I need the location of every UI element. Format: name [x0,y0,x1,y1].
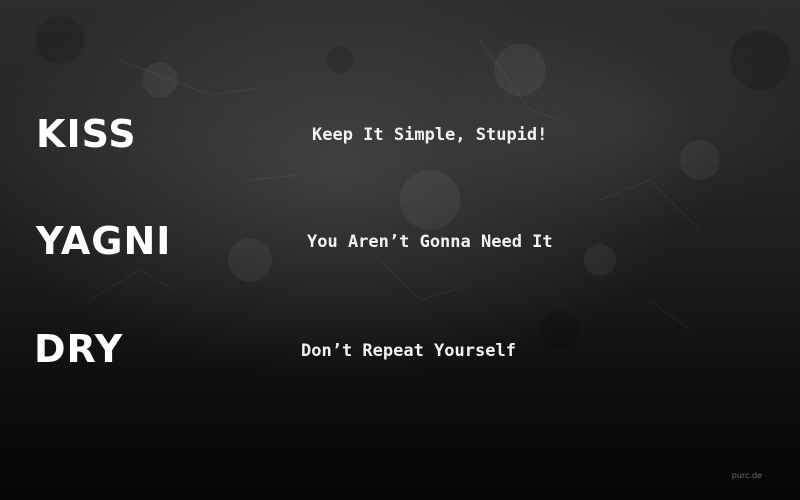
watermark: purc.de [731,471,762,480]
kiss-meaning: Keep It Simple, Stupid! [312,125,548,145]
dry-acronym: DRY [34,327,124,371]
yagni-meaning: You Aren’t Gonna Need It [307,232,553,252]
kiss-acronym: KISS [36,112,137,156]
dry-meaning: Don’t Repeat Yourself [301,341,516,361]
yagni-acronym: YAGNI [36,219,172,263]
